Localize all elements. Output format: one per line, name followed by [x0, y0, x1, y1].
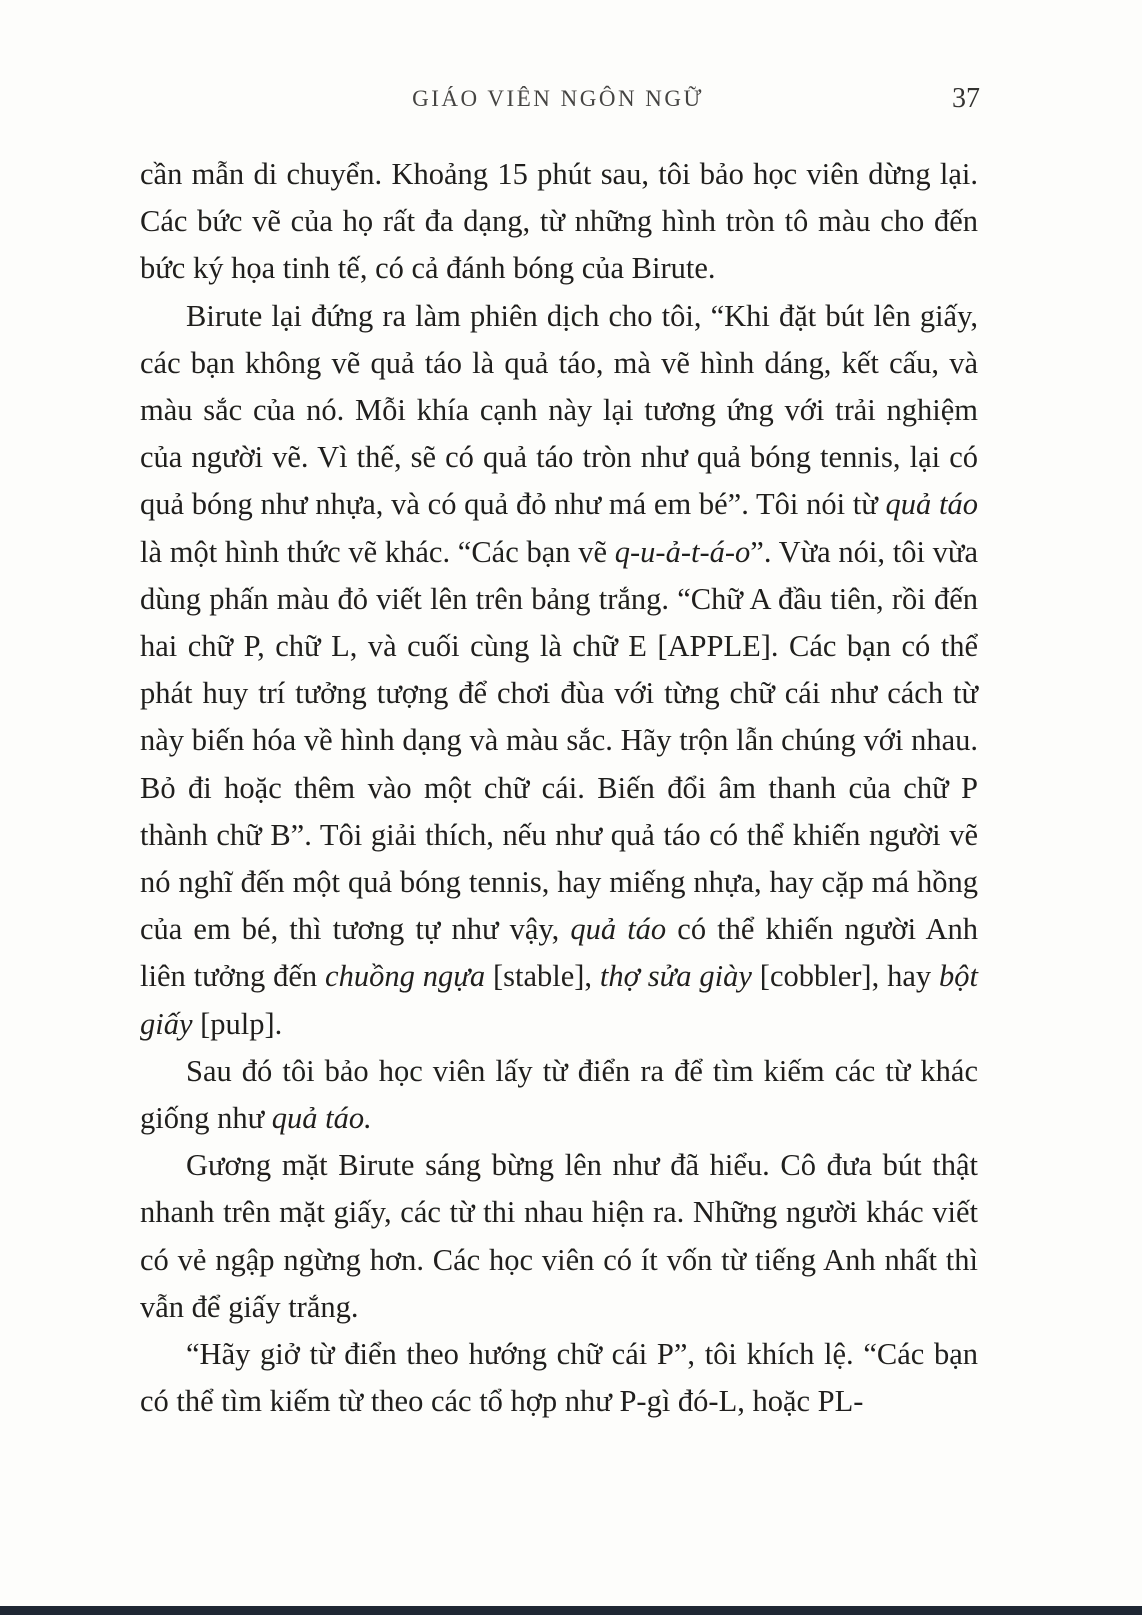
paragraph — [140, 1331, 978, 1425]
text-run: [cobbler], hay — [751, 959, 939, 994]
bottom-bar — [0, 1606, 1142, 1615]
page-header — [140, 83, 980, 118]
italic-text-run: bột giấy — [140, 959, 978, 1041]
text-run: Sau đó tôi bảo học viên lấy từ điển ra để tìm kiếm các từ khác giống như — [140, 1053, 978, 1136]
text-run: có thể khiến người Anh liên tưởng đến — [140, 912, 978, 994]
paragraph — [140, 1048, 978, 1142]
italic-text-run: quả táo. — [271, 1101, 372, 1136]
italic-text-run: thợ sửa giày — [599, 959, 752, 994]
italic-text-run: chuồng ngựa — [325, 959, 486, 994]
text-run: Birute lại đứng ra làm phiên dịch cho tôi, “Khi đặt bút lên giấy, các bạn không vẽ quả táo là quả táo, mà vẽ hình dáng, kết cấu, và màu sắc của nó. Mỗi khía cạnh này lại tương ứng với trải nghiệm của người vẽ. Vì thế, sẽ có quả táo tròn như quả bóng tennis, lại có quả bóng như nhựa, và có quả đỏ như má em bé”. Tôi nói từ — [140, 298, 978, 522]
paragraph — [140, 151, 978, 293]
page-number: 37 — [952, 83, 980, 114]
text-run: Gương mặt Birute sáng bừng lên như đã hiểu. Cô đưa bút thật nhanh trên mặt giấy, các từ thi nhau hiện ra. Những người khác viết có vẻ ngập ngừng hơn. Các học viên có ít vốn từ tiếng Anh nhất thì vẫn để giấy trắng. — [140, 1148, 978, 1324]
text-run: là một hình thức vẽ khác. “Các bạn vẽ — [140, 534, 615, 569]
running-header: GIÁO VIÊN NGÔN NGỮ — [412, 86, 704, 111]
italic-text-run: q-u-ả-t-á-o — [614, 534, 751, 569]
page-body — [140, 151, 978, 1425]
text-run: “Hãy giở từ điển theo hướng chữ cái P”, tôi khích lệ. “Các bạn có thể tìm kiếm từ theo các tổ hợp như P-gì đó-L, hoặc PL- — [140, 1337, 978, 1419]
text-run: [pulp]. — [192, 1006, 283, 1041]
paragraph — [140, 293, 978, 1048]
italic-text-run: quả táo — [570, 912, 667, 947]
text-run: ”. Vừa nói, tôi vừa dùng phấn màu đỏ viết lên trên bảng trắng. “Chữ A đầu tiên, rồi đến hai chữ P, chữ L, và cuối cùng là chữ E [APPLE]. Các bạn có thể phát huy trí tưởng tượng để chơi đùa với từng chữ cái như cách từ này biến hóa về hình dạng và màu sắc. Hãy trộn lẫn chúng với nhau. Bỏ đi hoặc thêm vào một chữ cái. Biến đổi âm thanh của chữ P thành chữ B”. Tôi giải thích, nếu như quả táo có thể khiến người vẽ nó nghĩ đến một quả bóng tennis, hay miếng nhựa, hay cặp má hồng của em bé, thì tương tự như vậy, — [140, 534, 978, 947]
text-run: cần mẫn di chuyển. Khoảng 15 phút sau, tôi bảo học viên dừng lại. Các bức vẽ của họ rất đa dạng, từ những hình tròn tô màu cho đến bức ký họa tinh tế, có cả đánh bóng của Birute. — [140, 157, 978, 286]
paragraph — [140, 1142, 978, 1331]
italic-text-run: quả táo — [885, 487, 978, 522]
text-run: [stable], — [485, 959, 600, 994]
